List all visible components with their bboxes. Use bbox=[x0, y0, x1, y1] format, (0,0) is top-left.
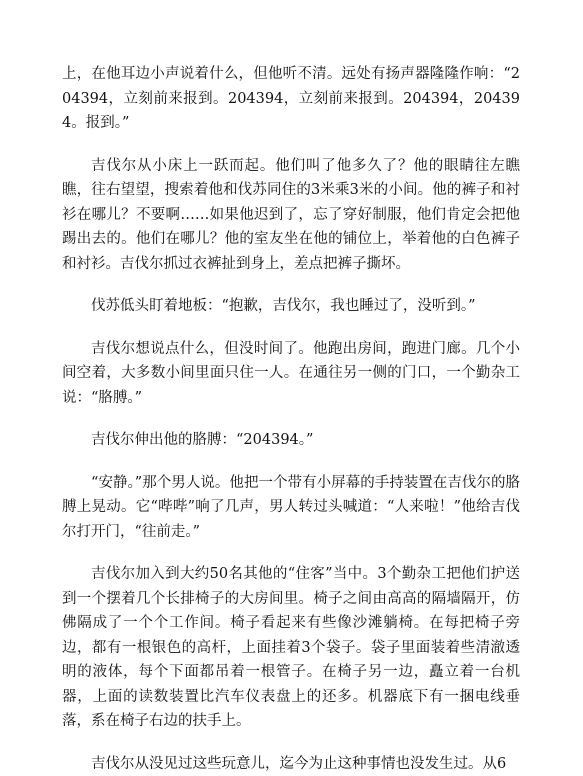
paragraph-gap bbox=[62, 410, 520, 428]
paragraph-5: 吉伐尔伸出他的胳膊：“204394。” bbox=[62, 428, 520, 453]
paragraph-gap bbox=[62, 276, 520, 294]
paragraph-6: “安静。”那个男人说。他把一个带有小屏幕的手持装置在吉伐尔的胳膊上晃动。它“哔哔”响了几声，男人转过头喊道：“人来啦！”他给吉伐尔打开门，“往前走。” bbox=[62, 471, 520, 545]
document-page bbox=[62, 62, 520, 776]
paragraph-gap bbox=[62, 734, 520, 752]
paragraph-7: 吉伐尔加入到大约50名其他的“住客”当中。3个勤杂工把他们护送到一个摆着几个长排椅子的大房间里。椅子之间由高高的隔墙隔开，仿佛隔成了一个个工作间。椅子看起来有些像沙滩躺椅。在每把椅子旁边，都有一根银色的高杆，上面挂着3个袋子。袋子里面装着些清澈透明的液体，每个下面都吊着一根管子。在椅子另一边，矗立着一台机器，上面的读数装置比汽车仪表盘上的还多。机器底下有一捆电线垂落，系在椅子右边的扶手上。 bbox=[62, 562, 520, 734]
paragraph-gap bbox=[62, 544, 520, 562]
paragraph-1: 上，在他耳边小声说着什么，但他听不清。远处有扬声器隆隆作响：“204394，立刻前来报到。204394，立刻前来报到。204394，204394。报到。” bbox=[62, 62, 520, 136]
paragraph-3: 伐苏低头盯着地板：“抱歉，吉伐尔，我也睡过了，没听到。” bbox=[62, 294, 520, 319]
paragraph-2: 吉伐尔从小床上一跃而起。他们叫了他多久了？他的眼睛往左瞧瞧，往右望望，搜索着他和伐苏同住的3米乘3米的小间。他的裤子和衬衫在哪儿？不要啊……如果他迟到了，忘了穿好制服，他们肯定会把他踢出去的。他们在哪儿？他的室友坐在他的铺位上，举着他的白色裤子和衬衫。吉伐尔抓过衣裤扯到身上，差点把裤子撕坏。 bbox=[62, 154, 520, 277]
paragraph-4: 吉伐尔想说点什么，但没时间了。他跑出房间，跑进门廊。几个小间空着，大多数小间里面只住一人。在通往另一侧的门口，一个勤杂工说：“胳膊。” bbox=[62, 337, 520, 411]
paragraph-8: 吉伐尔从没见过这些玩意儿，迄今为止这种事情也没发生过。从6 bbox=[62, 752, 520, 776]
paragraph-gap bbox=[62, 319, 520, 337]
paragraph-gap bbox=[62, 136, 520, 154]
paragraph-gap bbox=[62, 453, 520, 471]
